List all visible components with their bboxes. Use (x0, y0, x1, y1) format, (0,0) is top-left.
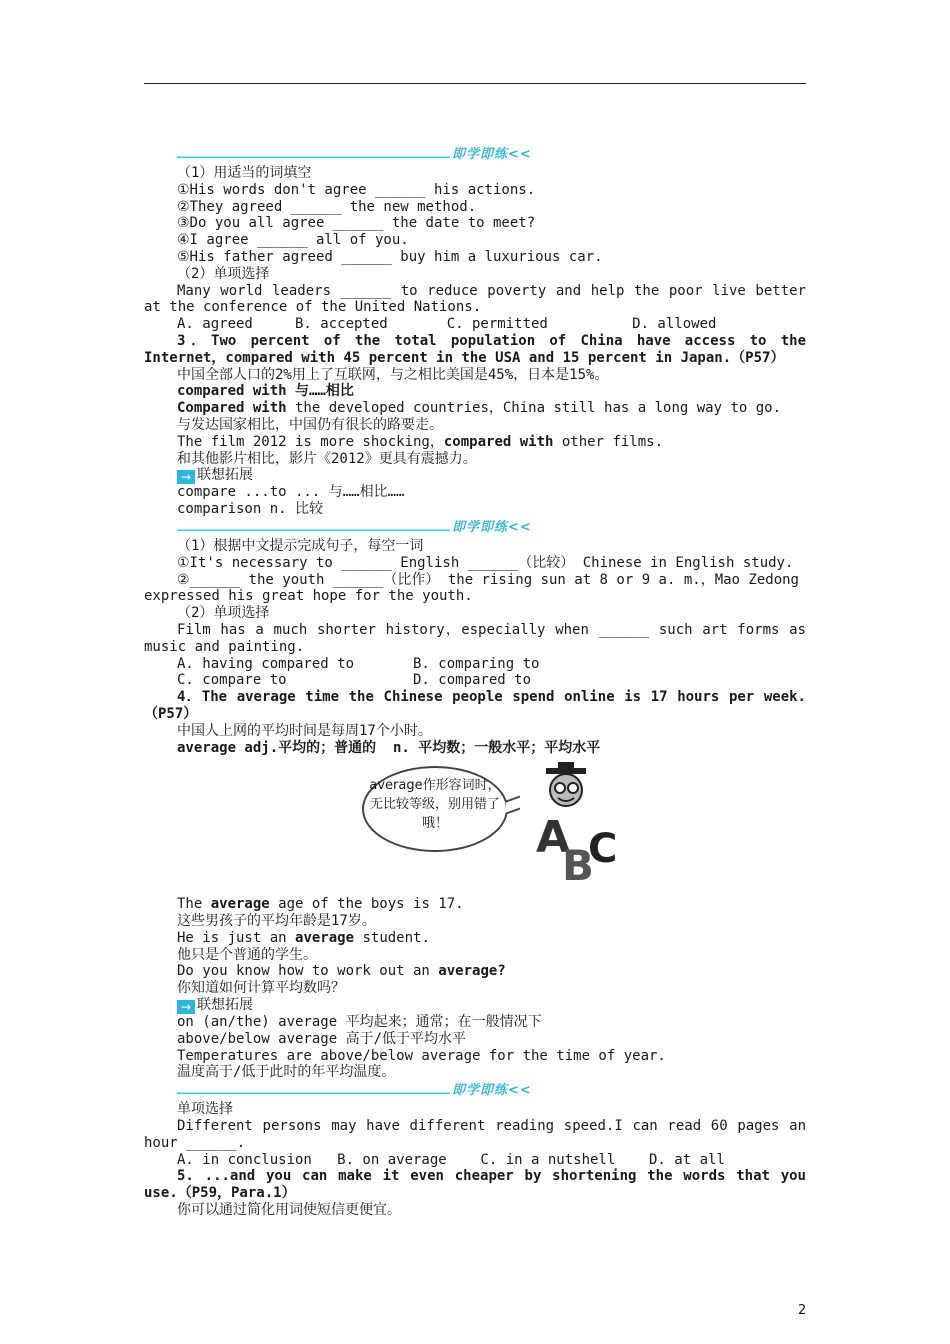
text-line: at the conference of the United Nations. (144, 299, 482, 316)
arrow-icon: → (177, 1000, 195, 1014)
document-body (144, 145, 806, 1219)
answer-options: C. compare to D. compared to (177, 672, 532, 689)
text-line: ②______ the youth ______（比作） the rising sun at 8 or 9 a. m.，Mao Zedong (177, 571, 799, 588)
key-sentence: 4．The average time the Chinese people spend online is 17 hours per week. (177, 689, 806, 706)
example-sentence: Do you know how to work out an average? (177, 963, 506, 980)
text-line: comparison n. 比较 (177, 501, 324, 518)
practice-badge: 即学即练<< (452, 519, 532, 535)
key-sentence: 5. ...and you can make it even cheaper by shortening the words that you (177, 1168, 806, 1185)
phrase-heading: average adj.平均的；普通的 n. 平均数；一般水平；平均水平 (177, 739, 601, 756)
key-sentence: 3．Two percent of the total population of China have access to the (177, 332, 806, 349)
text-line: hour ______. (144, 1134, 246, 1151)
speech-bubble: average作形容词时，无比较等级，别用错了哦！ (362, 766, 508, 852)
answer-options: A. agreed B. accepted C. permitted D. allowed (177, 316, 717, 333)
text-line: （2）单项选择 (177, 605, 270, 622)
example-sentence: The film 2012 is more shocking，compared with other films. (177, 433, 664, 450)
text-line: ③Do you all agree ______ the date to meet? (177, 215, 536, 232)
translation: 温度高于/低于此时的年平均温度。 (177, 1064, 396, 1081)
phrase-heading: compared with 与……相比 (177, 383, 354, 400)
section-divider (144, 147, 806, 165)
arrow-icon: → (177, 470, 195, 484)
text-line: ①It's necessary to ______ English ______（比较） Chinese in English study. (177, 554, 794, 571)
teacher-abc-icon (532, 760, 622, 888)
section-divider (144, 1083, 806, 1101)
example-sentence: Compared with the developed countries，China still has a long way to go. (177, 400, 782, 417)
text-line: Film has a much shorter history，especially when ______ such art forms as (177, 621, 806, 638)
text-line: above/below average 高于/低于平均水平 (177, 1030, 467, 1047)
svg-text:A: A (536, 812, 571, 864)
text-line: Many world leaders ______ to reduce poverty and help the poor live better (177, 282, 806, 299)
text-line: expressed his great hope for the youth. (144, 588, 473, 605)
text-line: 单项选择 (177, 1101, 233, 1118)
translation: 这些男孩子的平均年龄是17岁。 (177, 913, 376, 930)
text-line: Temperatures are above/below average for the time of year. (177, 1047, 666, 1064)
translation: 和其他影片相比，影片《2012》更具有震撼力。 (177, 450, 477, 467)
text-line: （2）单项选择 (177, 265, 270, 282)
svg-text:C: C (588, 826, 618, 873)
text-line: （1）用适当的词填空 (177, 165, 312, 181)
text-line: on (an/the) average 平均起来；通常；在一般情况下 (177, 1014, 542, 1031)
translation: 他只是个普通的学生。 (177, 946, 317, 963)
text-line: Different persons may have different reading speed.I can read 60 pages an (177, 1118, 806, 1135)
answer-options: A. in conclusion B. on average C. in a nutshell D. at all (177, 1151, 725, 1168)
translation: 中国全部人口的2%用上了互联网，与之相比美国是45%，日本是15%。 (177, 366, 609, 383)
key-sentence: （P57） (144, 705, 198, 722)
text-line: compare ...to ... 与……相比…… (177, 484, 405, 501)
extension-heading: → 联想拓展 (144, 467, 806, 484)
practice-badge: 即学即练<< (452, 147, 532, 162)
example-sentence: He is just an average student. (177, 929, 430, 946)
translation: 中国人上网的平均时间是每周17个小时。 (177, 722, 432, 739)
translation: 与发达国家相比，中国仍有很长的路要走。 (177, 416, 443, 433)
text-line: （1）根据中文提示完成句子，每空一词 (177, 537, 424, 554)
key-sentence: Internet，compared with 45 percent in the USA and 15 percent in Japan.（P57） (144, 349, 785, 366)
text-line: ④I agree ______ all of you. (177, 232, 409, 249)
answer-options: A. having compared to B. comparing to (177, 655, 540, 672)
svg-text:B: B (562, 841, 595, 889)
example-sentence: The average age of the boys is 17. (177, 896, 464, 913)
page-number: 2 (798, 1303, 807, 1318)
key-sentence: use.（P59，Para.1） (144, 1185, 296, 1202)
extension-heading: → 联想拓展 (144, 997, 806, 1014)
header-rule (144, 83, 806, 84)
text-line: ②They agreed ______ the new method. (177, 198, 477, 215)
translation: 你知道如何计算平均数吗？ (177, 980, 345, 997)
text-line: ⑤His father agreed ______ buy him a luxurious car. (177, 248, 603, 265)
translation: 你可以通过简化用词使短信更便宜。 (177, 1202, 401, 1219)
section-divider (144, 520, 806, 538)
text-line: ①His words don't agree ______ his actions. (177, 181, 536, 198)
text-line: music and painting. (144, 638, 305, 655)
illustration (144, 760, 806, 892)
practice-badge: 即学即练<< (452, 1083, 532, 1099)
